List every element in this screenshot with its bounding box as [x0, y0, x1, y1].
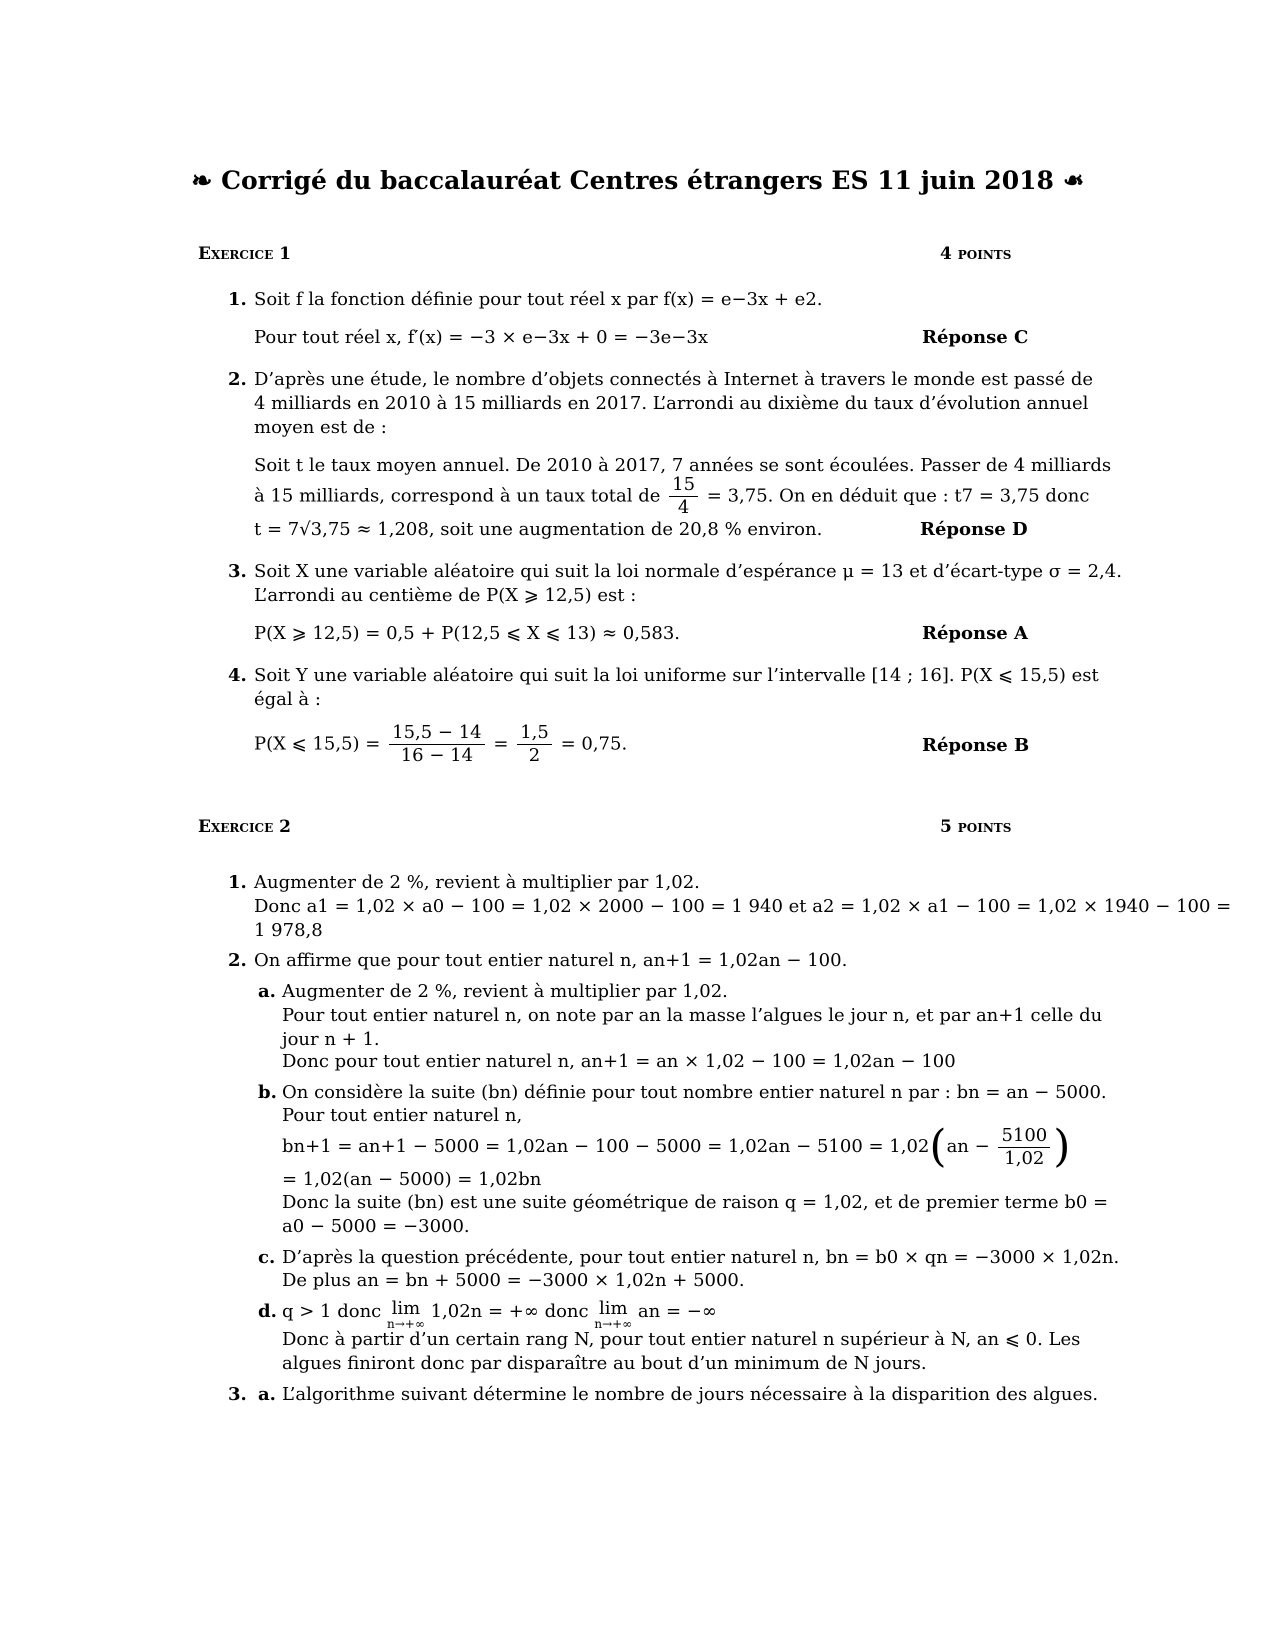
ex2-q2d-label: d. — [258, 1301, 277, 1322]
ex1-q2-answer-line-1: Soit t le taux moyen annuel. De 2010 à 2017, 7 années se sont écoulées. Passer de 4 milliards — [254, 455, 1112, 476]
ex1-q2-number: 2. — [228, 369, 247, 390]
limit-2 — [594, 1300, 632, 1330]
fraction-numerator: 1,5 — [517, 722, 552, 745]
fraction-denominator: 4 — [677, 497, 690, 518]
ex2-q2b-line-3 — [282, 1121, 1071, 1172]
ornament-right-icon: ❧ — [1062, 166, 1084, 195]
ex1-q3-line-2: L’arrondi au centième de P(X ⩾ 12,5) est : — [254, 585, 637, 606]
ex2-q2c-label: c. — [258, 1247, 276, 1268]
ex1-q4-answer-pre: P(X ⩽ 15,5) = — [254, 733, 381, 755]
ex2-q2c-line-2: De plus an = bn + 5000 = −3000 × 1,02n + 5000. — [282, 1270, 745, 1291]
ornament-left-icon: ❧ — [191, 166, 213, 195]
exercise-1-heading: Exercice 1 — [198, 244, 291, 264]
ex2-q1-line-2: Donc a1 = 1,02 × a0 − 100 = 1,02 × 2000 − 100 = 1 940 et a2 = 1,02 × a1 − 100 = 1,02 × 1940 − 100 = — [254, 896, 1232, 917]
ex2-q2b-line-4: = 1,02(an − 5000) = 1,02bn — [282, 1169, 542, 1190]
ex2-q2b-line-5: Donc la suite (bn) est une suite géométrique de raison q = 1,02, et de premier terme b0 = — [282, 1192, 1109, 1213]
equals-sign: = — [493, 733, 509, 755]
ex2-q2b-line-2: Pour tout entier naturel n, — [282, 1105, 523, 1126]
ex2-q3a-label: a. — [258, 1384, 276, 1405]
ex2-q2-number: 2. — [228, 950, 247, 971]
fraction-denominator: 2 — [528, 745, 541, 766]
ex2-q2d-line-1-c: an = −∞ — [637, 1301, 717, 1322]
ex1-q3-reponse: Réponse A — [922, 623, 1028, 644]
ex1-q4-line-2: égal à : — [254, 689, 321, 710]
ex1-q2-reponse: Réponse D — [920, 519, 1028, 540]
title-text: Corrigé du baccalauréat Centres étrangers ES 11 juin 2018 — [221, 166, 1054, 195]
ex1-q1-reponse: Réponse C — [922, 327, 1029, 348]
ex2-q1-line-3: 1 978,8 — [254, 920, 323, 941]
fraction-15-4 — [669, 474, 698, 519]
left-paren-icon: ( — [929, 1121, 947, 1172]
ex2-q1-number: 1. — [228, 872, 247, 893]
lim-word: lim — [391, 1298, 421, 1319]
ex1-q2-answer-line-2-pre: à 15 milliards, correspond à un taux total de — [254, 485, 661, 507]
ex1-q2-answer-line-2 — [254, 474, 1089, 519]
ex2-q2c-line-1: D’après la question précédente, pour tout entier naturel n, bn = b0 × qn = −3000 × 1,02n. — [282, 1247, 1120, 1268]
limit-1 — [387, 1300, 425, 1330]
exercise-2-heading: Exercice 2 — [198, 817, 291, 837]
ex2-q2-line-1: On affirme que pour tout entier naturel n, an+1 = 1,02an − 100. — [254, 950, 848, 971]
ex1-q1-statement: Soit f la fonction définie pour tout réel x par f(x) = e−3x + e2. — [254, 289, 823, 310]
ex2-q3a-line-1: L’algorithme suivant détermine le nombre de jours nécessaire à la disparition des algues. — [282, 1384, 1099, 1405]
ex2-q2a-label: a. — [258, 981, 276, 1002]
fraction-numerator: 15,5 − 14 — [389, 722, 485, 745]
ex1-q4-number: 4. — [228, 665, 247, 686]
ex2-q2d-line-1 — [282, 1300, 717, 1330]
ex2-q2b-line-3-a: an − — [946, 1136, 990, 1157]
fraction-numerator: 15 — [669, 474, 698, 497]
ex1-q4-reponse: Réponse B — [922, 735, 1030, 756]
lim-subscript: n→+∞ — [594, 1317, 633, 1331]
fraction-numerator: 5100 — [998, 1125, 1050, 1148]
ex2-q2a-line-2: Pour tout entier naturel n, on note par an la masse l’algues le jour n, et par an+1 celle du — [282, 1005, 1103, 1026]
ex1-q1-number: 1. — [228, 289, 247, 310]
fraction-5100-102 — [998, 1125, 1050, 1170]
ex2-q2a-line-3: jour n + 1. — [282, 1029, 380, 1050]
ex2-q2b-line-6: a0 − 5000 = −3000. — [282, 1216, 470, 1237]
ex1-q2-answer-line-3: t = 7√3,75 ≈ 1,208, soit une augmentation de 20,8 % environ. — [254, 519, 823, 540]
ex1-q1-answer: Pour tout réel x, f′(x) = −3 × e−3x + 0 = −3e−3x — [254, 327, 708, 348]
ex1-q2-line-2: 4 milliards en 2010 à 15 milliards en 2017. L’arrondi au dixième du taux d’évolution annuel — [254, 393, 1089, 414]
ex1-q3-number: 3. — [228, 561, 247, 582]
exercise-2-points: 5 points — [940, 817, 1012, 837]
ex2-q2d-line-1-b: 1,02n = +∞ donc — [430, 1301, 589, 1322]
ex2-q2b-label: b. — [258, 1082, 277, 1103]
ex2-q2d-line-3: algues finiront donc par disparaître au bout d’un minimum de N jours. — [282, 1353, 927, 1374]
ex1-q2-line-1: D’après une étude, le nombre d’objets connectés à Internet à travers le monde est passé de — [254, 369, 1094, 390]
exercise-1-points: 4 points — [940, 244, 1012, 264]
lim-word: lim — [598, 1298, 628, 1319]
fraction-denominator: 16 − 14 — [400, 745, 474, 766]
ex2-q2d-line-2: Donc à partir d’un certain rang N, pour tout entier naturel n supérieur à N, an ⩽ 0. Les — [282, 1329, 1081, 1350]
ex1-q3-answer: P(X ⩾ 12,5) = 0,5 + P(12,5 ⩽ X ⩽ 13) ≈ 0,583. — [254, 623, 681, 644]
lim-subscript: n→+∞ — [387, 1317, 425, 1331]
ex1-q4-line-1: Soit Y une variable aléatoire qui suit la loi uniforme sur l’intervalle [14 ; 16]. P(X ⩽ 15,5) est — [254, 665, 1099, 686]
ex2-q2b-line-1: On considère la suite (bn) définie pour tout nombre entier naturel n par : bn = an − 5000. — [282, 1082, 1107, 1103]
ex2-q2b-line-3-pre: bn+1 = an+1 − 5000 = 1,02an − 100 − 5000 = 1,02an − 5100 = 1,02 — [282, 1136, 930, 1157]
page-title — [0, 166, 1275, 196]
ex1-q2-line-3: moyen est de : — [254, 417, 387, 438]
ex1-q4-answer — [254, 722, 627, 767]
ex2-q2a-line-1: Augmenter de 2 %, revient à multiplier par 1,02. — [282, 981, 728, 1002]
ex2-q1-line-1: Augmenter de 2 %, revient à multiplier par 1,02. — [254, 872, 700, 893]
fraction-15-2 — [517, 722, 552, 767]
right-paren-icon: ) — [1053, 1121, 1071, 1172]
fraction-denominator: 1,02 — [1004, 1147, 1045, 1169]
fraction-155-14 — [389, 722, 485, 767]
ex2-q3-number: 3. — [228, 1384, 247, 1405]
ex1-q4-answer-post: = 0,75. — [560, 733, 628, 755]
ex1-q3-line-1: Soit X une variable aléatoire qui suit la loi normale d’espérance μ = 13 et d’écart-type σ = 2,4. — [254, 561, 1122, 582]
ex2-q2a-line-4: Donc pour tout entier naturel n, an+1 = an × 1,02 − 100 = 1,02an − 100 — [282, 1051, 956, 1072]
ex1-q2-answer-line-2-post: = 3,75. On en déduit que : t7 = 3,75 donc — [706, 485, 1090, 507]
ex2-q2d-line-1-a: q > 1 donc — [282, 1301, 382, 1322]
